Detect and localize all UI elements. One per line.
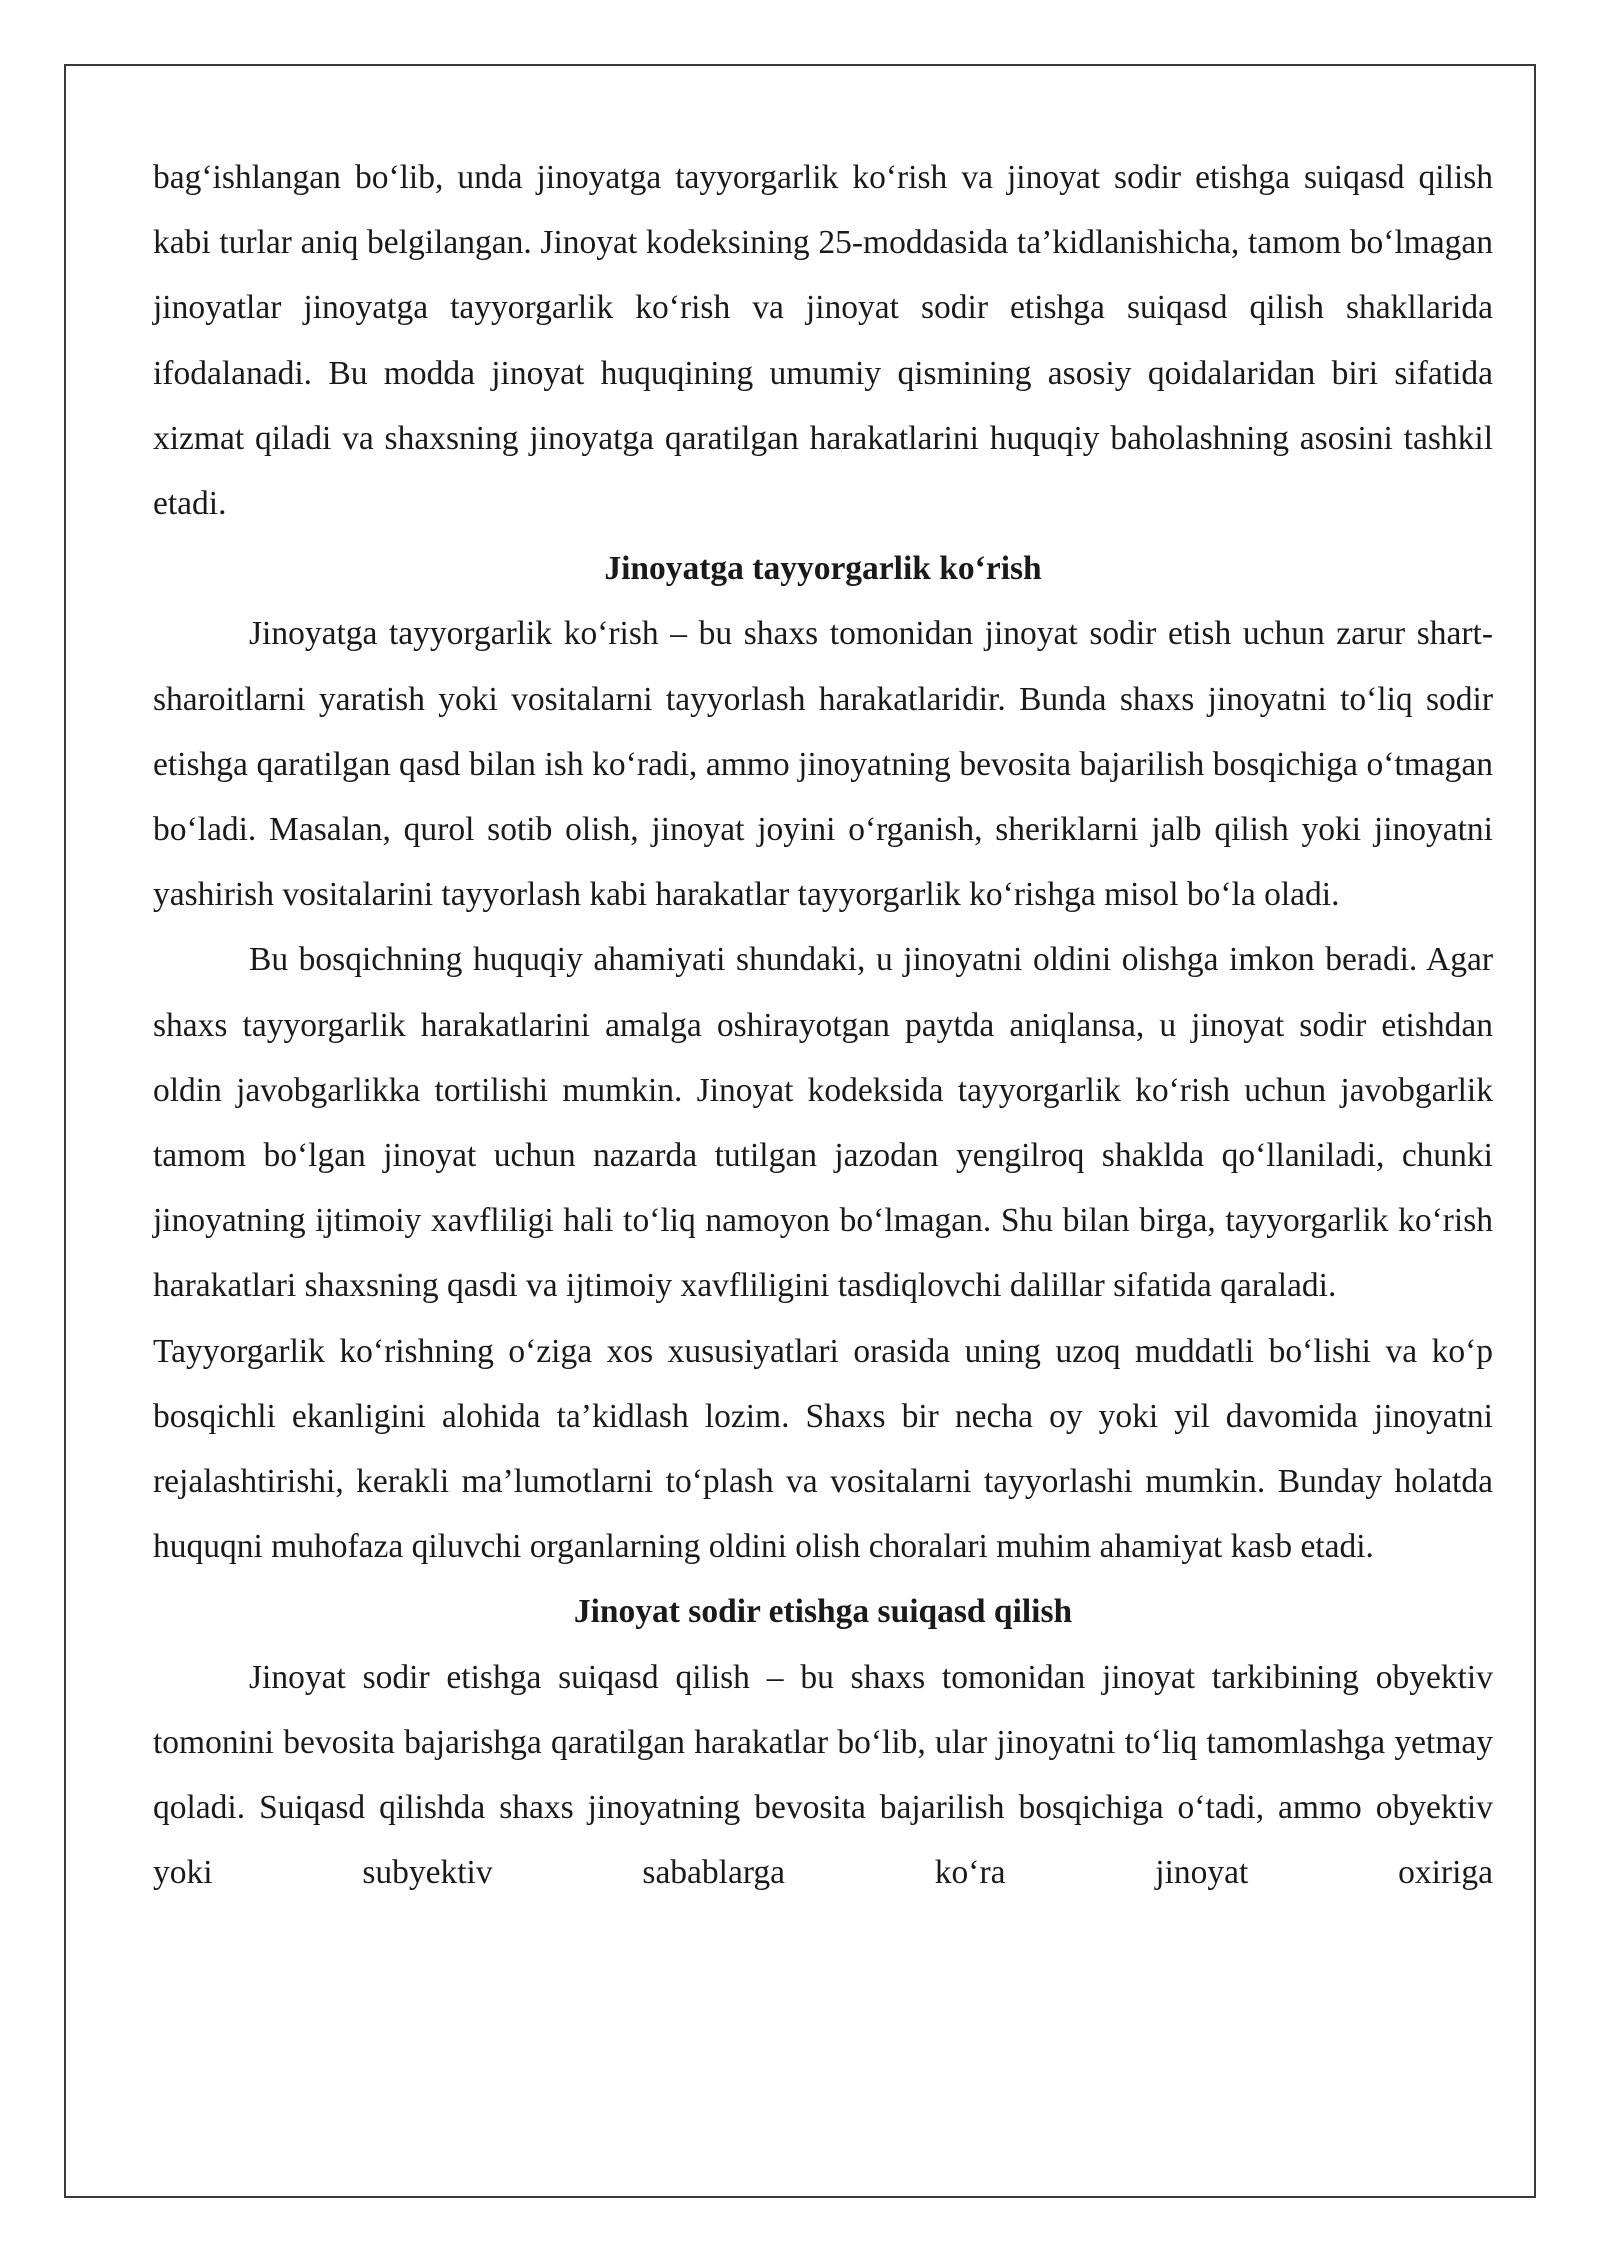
paragraph-preparation-definition: Jinoyatga tayyorgarlik ko‘rish – bu shaxs tomonidan jinoyat sodir etish uchun zarur shart-sharoitlarni yaratish yoki vositalarni tayyorlash harakatlaridir. Bunda shaxs jinoyatni to‘liq sodir etishga qaratilgan qasd bilan ish ko‘radi, ammo jinoyatning bevosita bajarilish bosqichiga o‘tmagan bo‘ladi. Masalan, qurol sotib olish, jinoyat joyini o‘rganish, sheriklarni jalb qilish yoki jinoyatni yashirish vositalarini tayyorlash kabi harakatlar tayyorgarlik ko‘rishga misol bo‘la oladi. bbox=[153, 615, 1493, 914]
heading-preparation: Jinoyatga tayyorgarlik ko‘rish bbox=[604, 550, 1042, 588]
paragraph-intro-continuation: bag‘ishlangan bo‘lib, unda jinoyatga tayyorgarlik ko‘rish va jinoyat sodir etishga suiqasd qilish kabi turlar aniq belgilangan. Jinoyat kodeksining 25-moddasida ta’kidlanishicha, tamom bo‘lmagan jinoyatlar jinoyatga tayyorgarlik ko‘rish va jinoyat sodir etishga suiqasd qilish shakllarida ifodalanadi. Bu modda jinoyat huquqining umumiy qismining asosiy qoidalaridan biri sifatida xizmat qiladi va shaxsning jinoyatga qaratilgan harakatlarini huquqiy baholashning asosini tashkil etadi. bbox=[153, 159, 1493, 523]
heading-attempt: Jinoyat sodir etishga suiqasd qilish bbox=[573, 1593, 1073, 1631]
paragraph-preparation-features: Tayyorgarlik ko‘rishning o‘ziga xos xususiyatlari orasida uning uzoq muddatli bo‘lishi va ko‘p bosqichli ekanligini alohida ta’kidlash lozim. Shaxs bir necha oy yoki yil davomida jinoyatni rejalashtirishi, kerakli ma’lumotlarni to‘plash va vositalarni tayyorlashi mumkin. Bunday holatda huquqni muhofaza qiluvchi organlarning oldini olish choralari muhim ahamiyat kasb etadi. bbox=[153, 1332, 1493, 1566]
paragraph-attempt-definition: Jinoyat sodir etishga suiqasd qilish – bu shaxs tomonidan jinoyat tarkibining obyektiv tomonini bevosita bajarishga qaratilgan harakatlar bo‘lib, ular jinoyatni to‘liq tamomlashga yetmay qoladi. Suiqasd qilishda shaxs jinoyatning bevosita bajarilish bosqichiga o‘tadi, ammo obyektiv yoki subyektiv sabablarga ko‘ra jinoyat oxiriga bbox=[153, 1658, 1493, 1892]
document-body bbox=[153, 145, 1493, 1905]
paragraph-preparation-significance: Bu bosqichning huquqiy ahamiyati shundaki, u jinoyatni oldini olishga imkon beradi. Agar shaxs tayyorgarlik harakatlarini amalga oshirayotgan paytda aniqlansa, u jinoyat sodir etishdan oldin javobgarlikka tortilishi mumkin. Jinoyat kodeksida tayyorgarlik ko‘rish uchun javobgarlik tamom bo‘lgan jinoyat uchun nazarda tutilgan jazodan yengilroq shaklda qo‘llaniladi, chunki jinoyatning ijtimoiy xavfliligi hali to‘liq namoyon bo‘lmagan. Shu bilan birga, tayyorgarlik ko‘rish harakatlari shaxsning qasdi va ijtimoiy xavfliligini tasdiqlovchi dalillar sifatida qaraladi. bbox=[153, 941, 1493, 1305]
